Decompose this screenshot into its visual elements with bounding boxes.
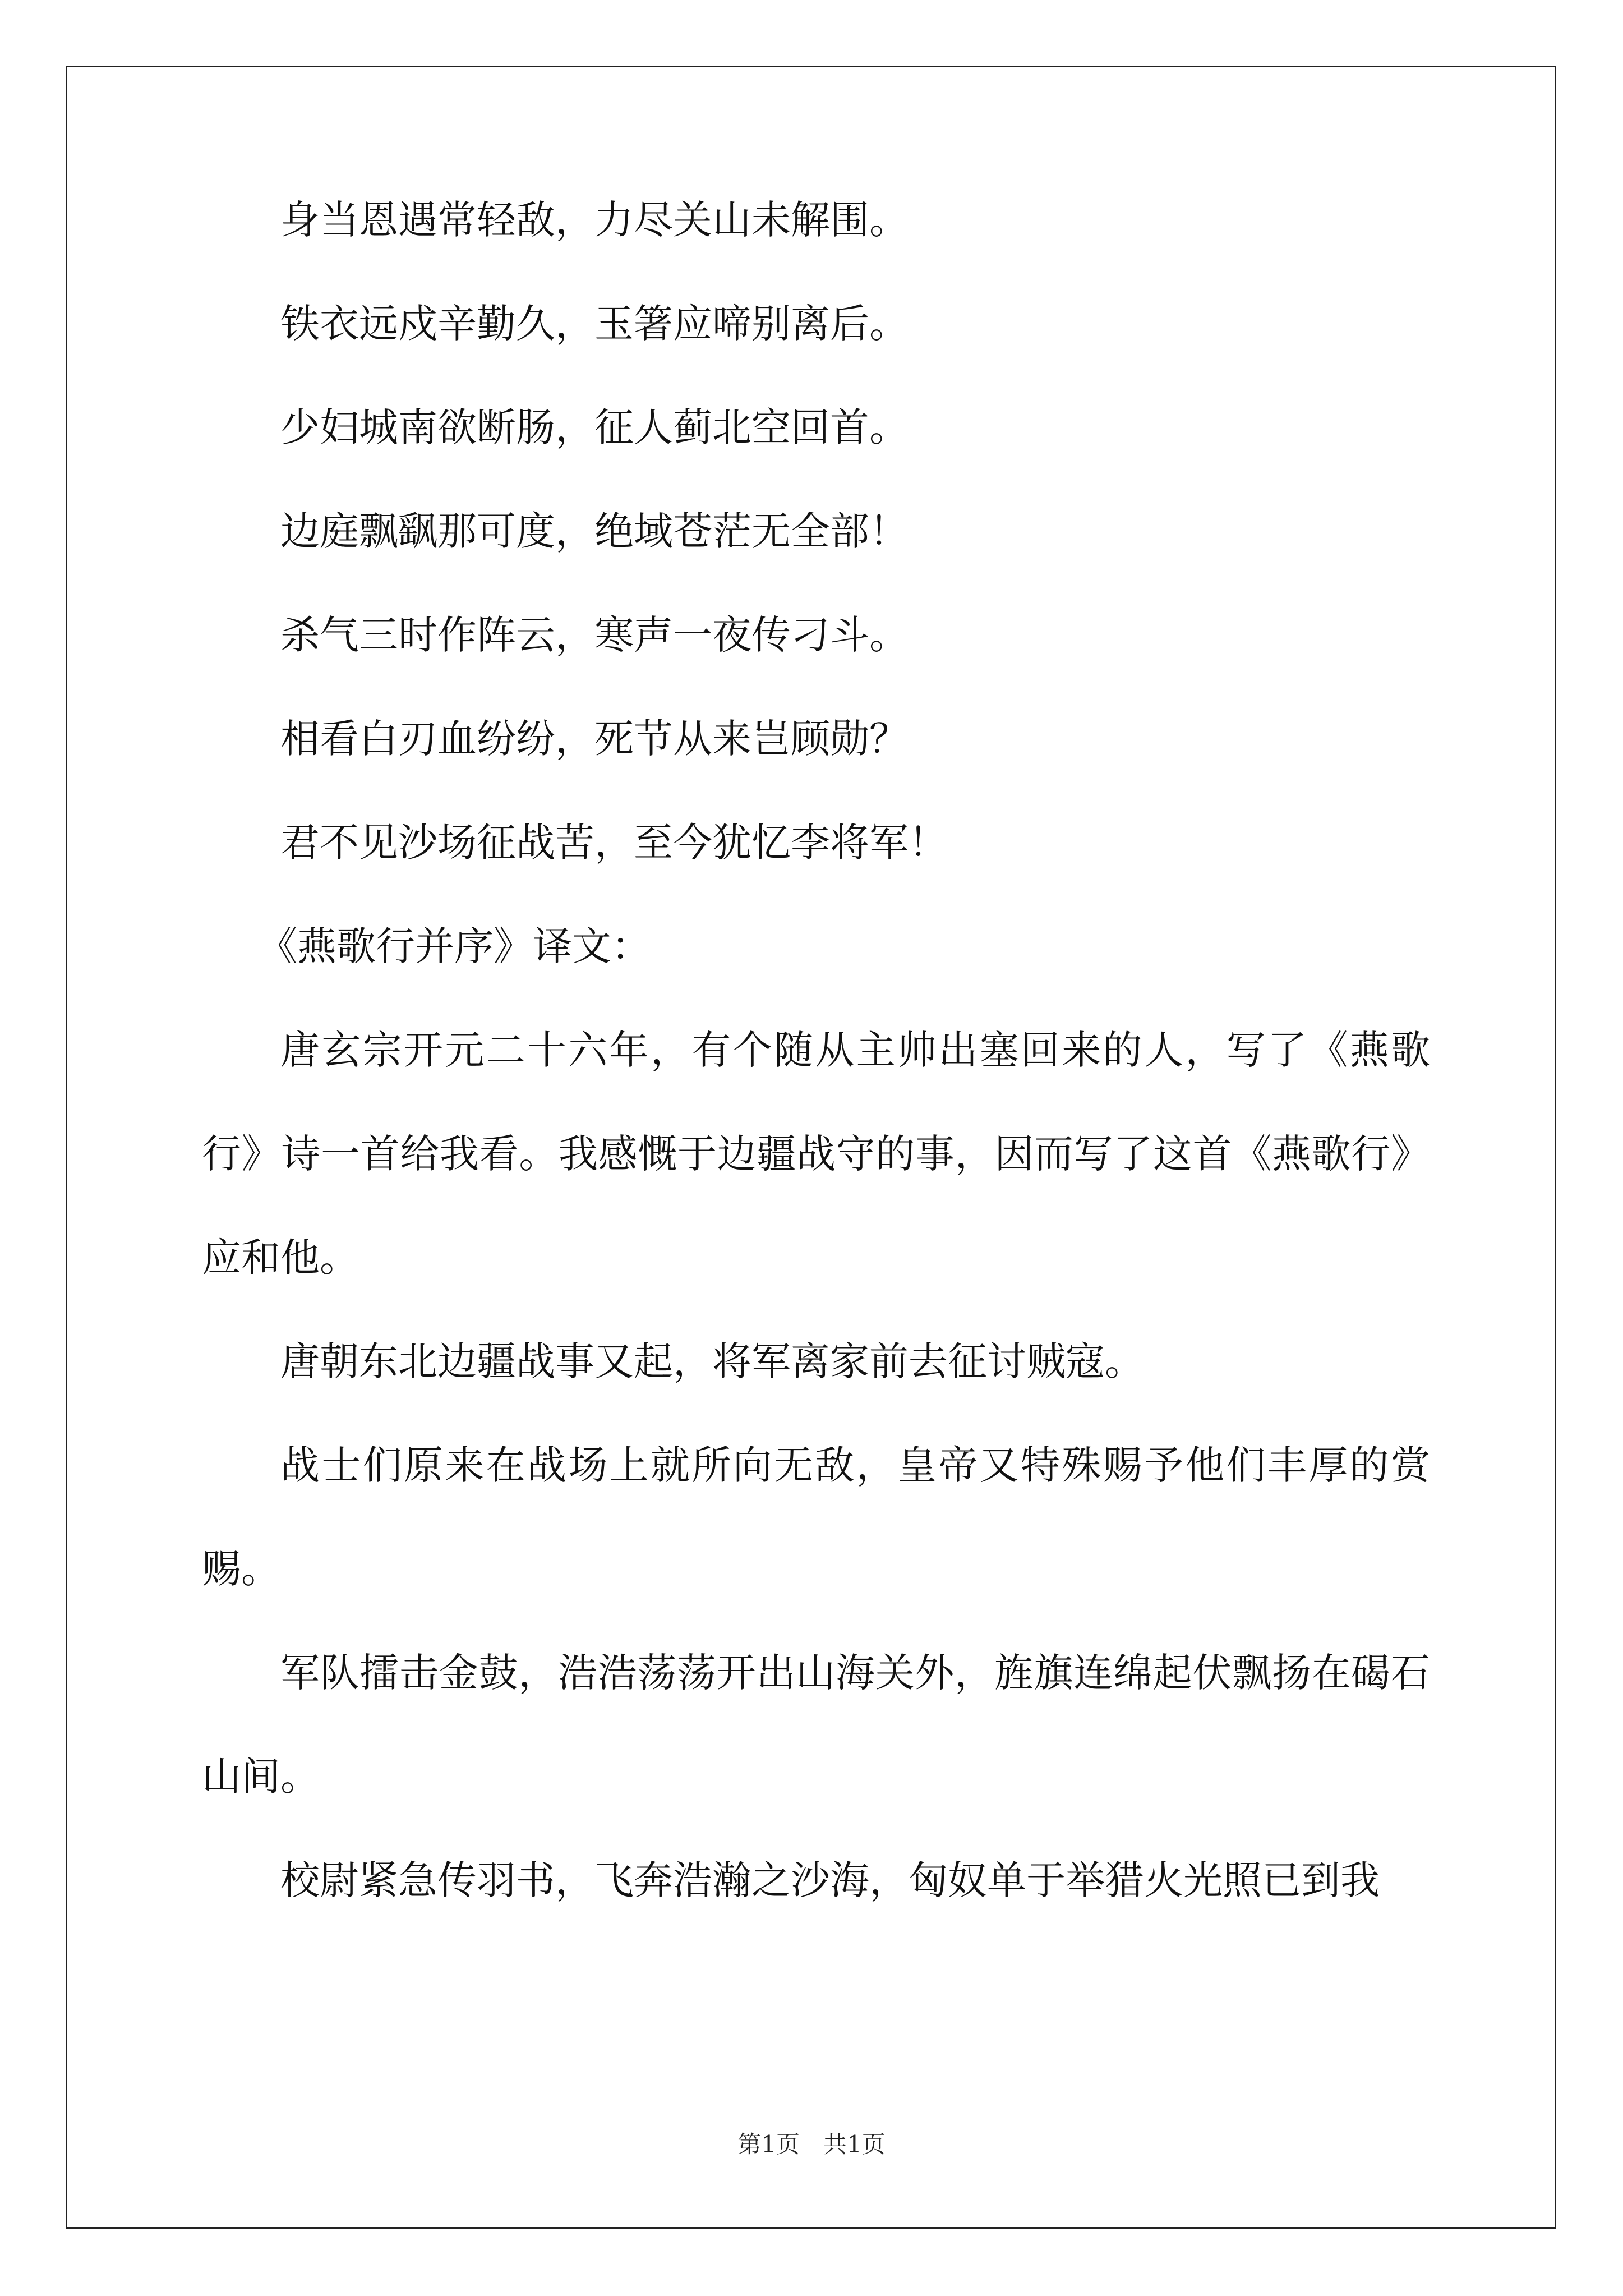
page-footer: 第1页 共1页 xyxy=(737,2131,886,2158)
poem-line-7: 君不见沙场征战苦，至今犹忆李将军！ xyxy=(280,820,948,866)
poem-line-6: 相看白刃血纷纷，死节从来岂顾勋？ xyxy=(280,716,909,762)
poem-line-5: 杀气三时作阵云，寒声一夜传刁斗。 xyxy=(280,612,909,658)
poem-line-3: 少妇城南欲断肠，征人蓟北空回首。 xyxy=(280,404,909,450)
translation-paragraph-4: 军队擂击金鼓，浩浩荡荡开出山海关外，旌旗连绵起伏飘扬在碣石山间。 xyxy=(202,1650,1430,1800)
poem-line-2: 铁衣远戍辛勤久，玉箸应啼别离后。 xyxy=(280,301,909,347)
translation-paragraph-3: 战士们原来在战场上就所向无敌，皇帝又特殊赐予他们丰厚的赏赐。 xyxy=(202,1442,1430,1592)
translation-paragraph-2: 唐朝东北边疆战事又起，将军离家前去征讨贼寇。 xyxy=(280,1338,1144,1384)
poem-line-1: 身当恩遇常轻敌，力尽关山未解围。 xyxy=(280,197,909,243)
poem-line-4: 边庭飘飖那可度，绝域苍茫无全部！ xyxy=(280,508,909,554)
translation-heading: 《燕歌行并序》译文： xyxy=(258,923,651,969)
translation-paragraph-1: 唐玄宗开元二十六年，有个随从主帅出塞回来的人，写了《燕歌行》诗一首给我看。我感慨于边疆战守的事，因而写了这首《燕歌行》应和他。 xyxy=(202,1027,1430,1281)
translation-paragraph-5: 校尉紧急传羽书，飞奔浩瀚之沙海，匈奴单于举猎火光照已到我 xyxy=(280,1857,1380,1903)
document-body xyxy=(202,168,1430,1932)
